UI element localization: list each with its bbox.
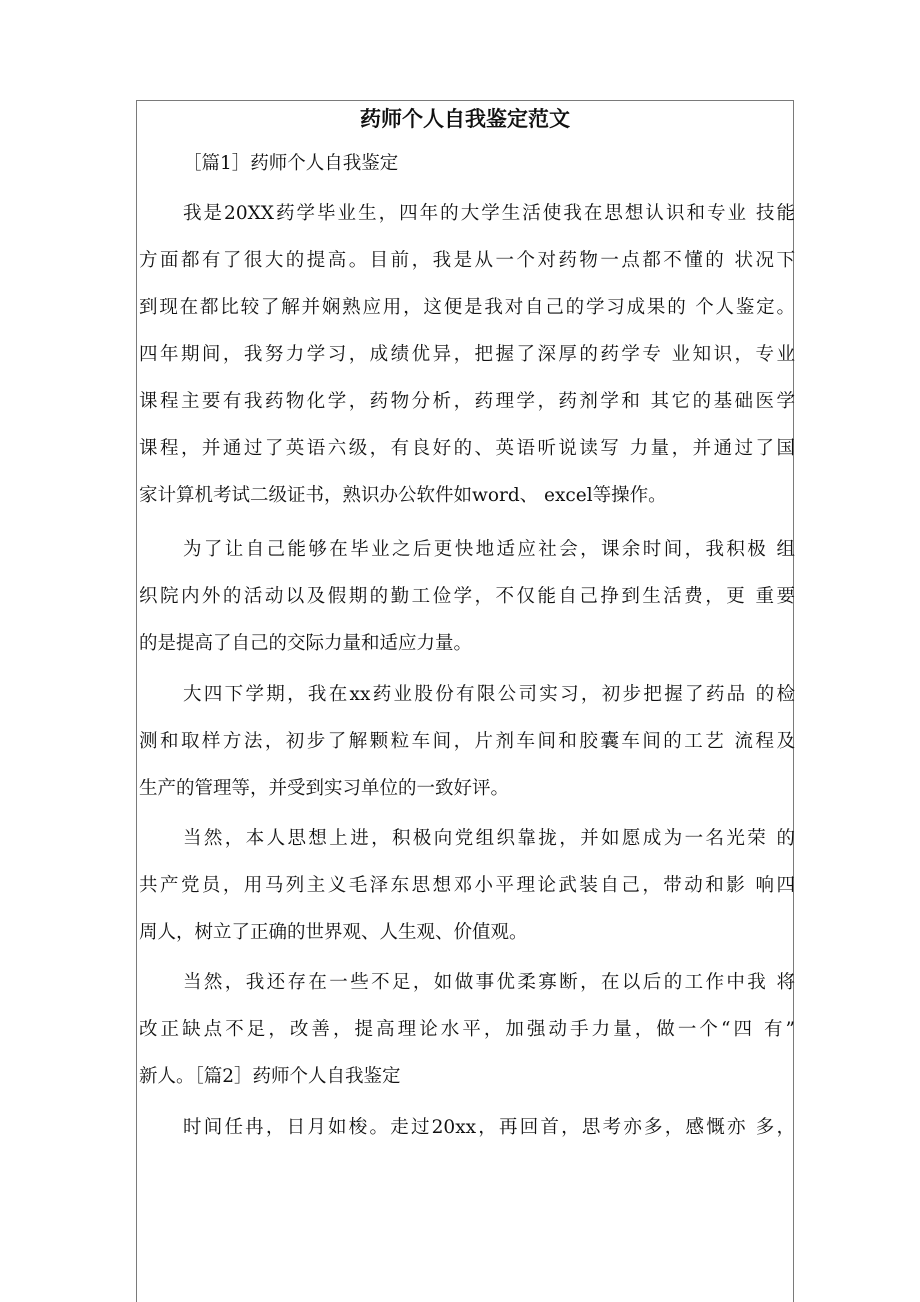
paragraph-line: 方面都有了很大的提高。目前，我是从一个对药物一点都不懂的 状况下 <box>139 250 795 271</box>
paragraph-line: 生产的管理等，并受到实习单位的一致好评。 <box>139 778 510 799</box>
paragraph-line: 当然，本人思想上进，积极向党组织靠拢，并如愿成为一名光荣 的 <box>183 828 795 849</box>
paragraph-line: 四年期间，我努力学习，成绩优异，把握了深厚的药学专 业知识，专业 <box>139 344 795 365</box>
paragraph-line: 的是提高了自己的交际力量和适应力量。 <box>139 633 473 654</box>
paragraph-line: 时间任冉，日月如梭。走过20xx，再回首，思考亦多，感慨亦 多， <box>183 1117 795 1138</box>
paragraph-line: 家计算机考试二级证书，熟识办公软件如word、 excel等操作。 <box>139 485 667 506</box>
paragraph-line: 当然，我还存在一些不足，如做事优柔寡断，在以后的工作中我 将 <box>183 972 795 993</box>
paragraph-line: 新人。［篇2］药师个人自我鉴定 <box>139 1066 401 1087</box>
paragraph-line: 课程，并通过了英语六级，有良好的、英语听说读写 力量，并通过了国 <box>139 438 795 459</box>
paragraph-line: 到现在都比较了解并娴熟应用，这便是我对自己的学习成果的 个人鉴定。 <box>139 297 795 318</box>
paragraph-line: 周人，树立了正确的世界观、人生观、价值观。 <box>139 922 528 943</box>
paragraph-line: 我是20XX药学毕业生，四年的大学生活使我在思想认识和专业 技能 <box>183 203 795 224</box>
paragraph-line: 共产党员，用马列主义毛泽东思想邓小平理论武装自己，带动和影 响四 <box>139 875 795 896</box>
paragraph-line: 改正缺点不足，改善，提高理论水平，加强动手力量，做一个“四 有” <box>139 1019 795 1040</box>
paragraph-line: 大四下学期，我在xx药业股份有限公司实习，初步把握了药品 的检 <box>183 684 795 705</box>
paragraph-line: 为了让自己能够在毕业之后更快地适应社会，课余时间，我积极 组 <box>183 539 795 560</box>
paragraph-line: 织院内外的活动以及假期的勤工俭学，不仅能自己挣到生活费，更 重要 <box>139 586 795 607</box>
paragraph-line: 测和取样方法，初步了解颗粒车间，片剂车间和胶囊车间的工艺 流程及 <box>139 731 795 752</box>
section-heading: ［篇1］药师个人自我鉴定 <box>183 153 399 174</box>
document-title: 药师个人自我鉴定范文 <box>360 107 570 131</box>
paragraph-line: 课程主要有我药物化学，药物分析，药理学，药剂学和 其它的基础医学 <box>139 391 795 412</box>
